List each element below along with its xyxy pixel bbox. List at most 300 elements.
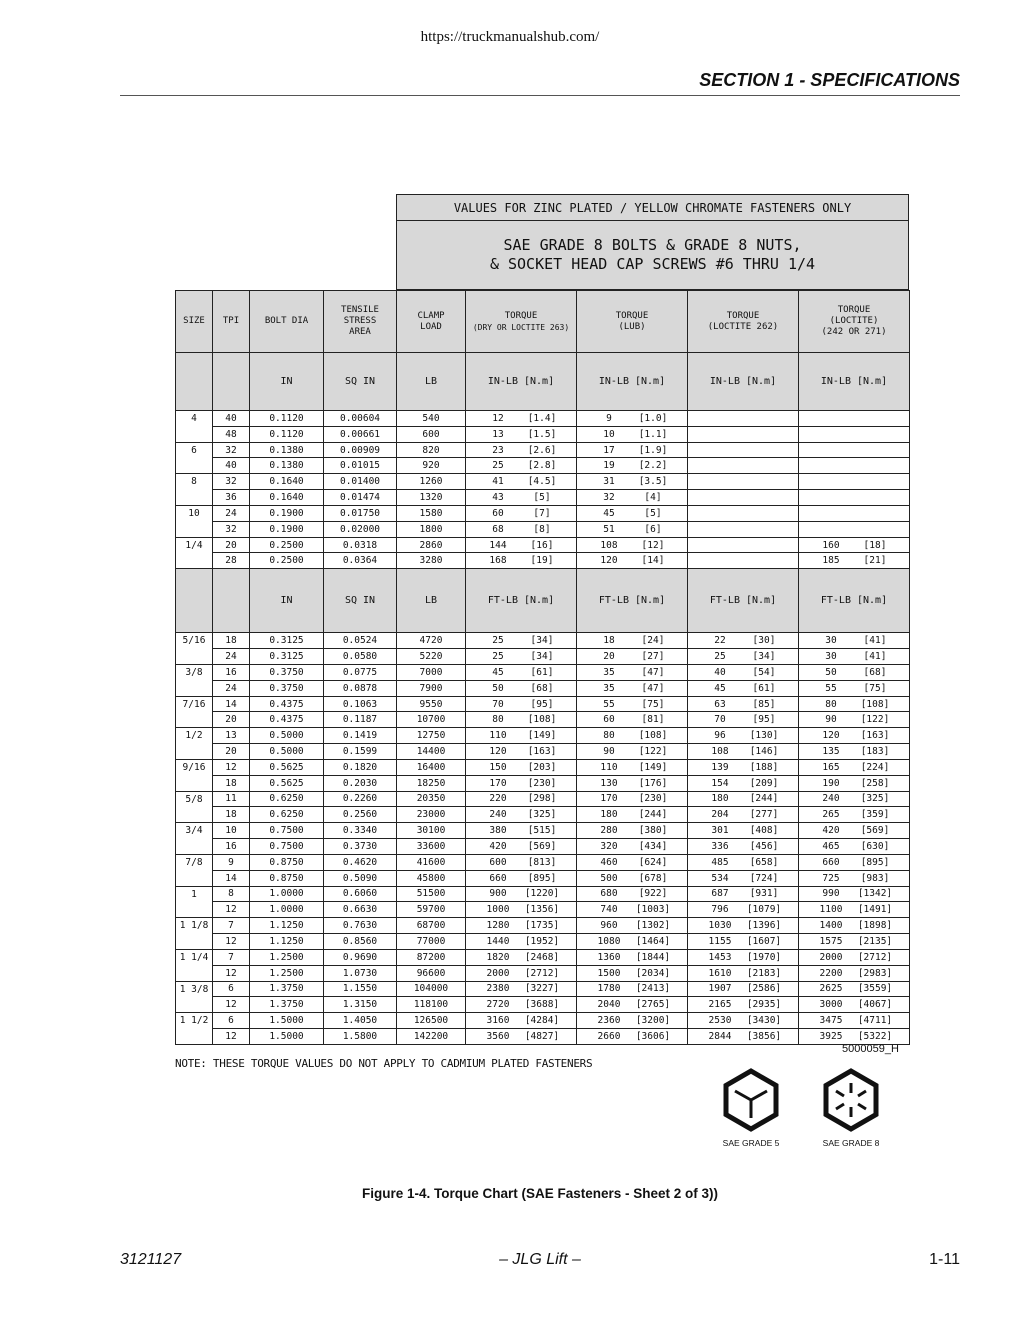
cell-torque-lub xyxy=(577,934,688,950)
footer-page-number: 1-11 xyxy=(929,1251,960,1268)
torque-metric: [146] xyxy=(749,745,779,757)
torque-metric: [1.1] xyxy=(638,428,668,440)
cell-torque-dry xyxy=(466,870,577,886)
torque-value: 9 xyxy=(606,412,612,424)
cell-size xyxy=(176,426,213,442)
torque-value: 1030 xyxy=(708,920,732,932)
cell-size: 4 xyxy=(176,411,213,427)
torque-value: 1453 xyxy=(708,951,732,963)
torque-metric: [108] xyxy=(527,714,557,726)
tensile-line-1: TENSILE xyxy=(341,305,379,315)
cell-torque-262 xyxy=(688,886,799,902)
torque-metric: [569] xyxy=(860,825,890,837)
torque-metric: [1302] xyxy=(635,920,671,932)
cell-torque-dry xyxy=(466,839,577,855)
torque-metric: [61] xyxy=(530,666,554,678)
cell-torque-262 xyxy=(688,839,799,855)
cell-torque-lub xyxy=(577,664,688,680)
cell-tpi: 12 xyxy=(213,997,250,1013)
cell-size xyxy=(176,870,213,886)
cell-size xyxy=(176,712,213,728)
table-row xyxy=(176,934,910,950)
cell-tensile: 1.1550 xyxy=(324,981,397,997)
torque-metric: [224] xyxy=(860,761,890,773)
torque-metric: [258] xyxy=(860,777,890,789)
torque-value: 1155 xyxy=(708,935,732,947)
cell-torque-dry xyxy=(466,981,577,997)
cell-tensile: 0.5090 xyxy=(324,870,397,886)
torque-value: 990 xyxy=(822,888,840,900)
col-tensile-header xyxy=(324,291,397,353)
cell-bolt-dia: 0.6250 xyxy=(250,791,324,807)
torque-value: 336 xyxy=(711,840,729,852)
cell-torque-lub xyxy=(577,839,688,855)
torque-value: 280 xyxy=(600,825,618,837)
cell-torque-262 xyxy=(688,458,799,474)
cell-torque-262 xyxy=(688,521,799,537)
torque-metric: [658] xyxy=(749,856,779,868)
cell-tpi: 28 xyxy=(213,553,250,569)
cell-clamp: 600 xyxy=(397,426,466,442)
cell-torque-dry xyxy=(466,458,577,474)
cell-size: 3/8 xyxy=(176,664,213,680)
cell-torque-lub xyxy=(577,965,688,981)
torque-value: 960 xyxy=(600,920,618,932)
col-clamp-header xyxy=(397,291,466,353)
cell-size xyxy=(176,458,213,474)
cell-torque-dry xyxy=(466,1028,577,1044)
cell-torque-262 xyxy=(688,759,799,775)
unit-torque-dry: IN-LB [N.m] xyxy=(466,353,577,411)
cell-bolt-dia: 0.1120 xyxy=(250,411,324,427)
cell-torque-lub xyxy=(577,633,688,649)
cell-torque-lub xyxy=(577,411,688,427)
cell-torque-262 xyxy=(688,949,799,965)
cadmium-note: NOTE: THESE TORQUE VALUES DO NOT APPLY TO CADMIUM PLATED FASTENERS xyxy=(175,1057,593,1070)
cell-bolt-dia: 0.6250 xyxy=(250,807,324,823)
torque-value: 70 xyxy=(714,714,726,726)
cell-bolt-dia: 0.3125 xyxy=(250,633,324,649)
cell-torque-242 xyxy=(799,791,910,807)
cell-torque-dry xyxy=(466,775,577,791)
cell-torque-lub xyxy=(577,775,688,791)
torque-metric: [85] xyxy=(752,698,776,710)
torque-metric: [1898] xyxy=(857,920,893,932)
cell-tensile: 1.0730 xyxy=(324,965,397,981)
torque-value: 10 xyxy=(603,428,615,440)
cell-torque-242 xyxy=(799,442,910,458)
torque-metric: [3688] xyxy=(524,999,560,1011)
cell-tpi: 16 xyxy=(213,839,250,855)
torque-value: 170 xyxy=(600,793,618,805)
torque-metric: [1970] xyxy=(746,951,782,963)
torque-value: 320 xyxy=(600,840,618,852)
torque-metric: [61] xyxy=(752,682,776,694)
torque-value: 25 xyxy=(714,651,726,663)
torque-metric: [7] xyxy=(533,507,551,519)
torque-metric: [1464] xyxy=(635,935,671,947)
cell-bolt-dia: 1.0000 xyxy=(250,902,324,918)
cell-size: 1/4 xyxy=(176,537,213,553)
torque-value: 120 xyxy=(822,730,840,742)
torque-metric: [18] xyxy=(863,539,887,551)
torque-metric: [1.4] xyxy=(527,412,557,424)
cell-torque-lub xyxy=(577,474,688,490)
cell-torque-dry xyxy=(466,664,577,680)
cell-tensile: 0.01400 xyxy=(324,474,397,490)
cell-tpi: 24 xyxy=(213,680,250,696)
torque-metric: [5] xyxy=(533,492,551,504)
cell-tensile: 0.6060 xyxy=(324,886,397,902)
cell-torque-262 xyxy=(688,965,799,981)
torque-value: 165 xyxy=(822,761,840,773)
cell-bolt-dia: 0.5000 xyxy=(250,728,324,744)
torque-metric: [130] xyxy=(749,730,779,742)
cell-torque-dry xyxy=(466,490,577,506)
grade8-bolt-icon xyxy=(819,1068,883,1132)
torque-metric: [515] xyxy=(527,825,557,837)
cell-size xyxy=(176,839,213,855)
unit-blank xyxy=(176,569,213,633)
cell-torque-lub xyxy=(577,807,688,823)
cell-bolt-dia: 0.5625 xyxy=(250,775,324,791)
unit-blank xyxy=(213,353,250,411)
cell-torque-262 xyxy=(688,490,799,506)
torque-metric: [75] xyxy=(641,698,665,710)
torque-metric: [4] xyxy=(644,492,662,504)
cell-torque-242 xyxy=(799,965,910,981)
cell-tensile: 0.0878 xyxy=(324,680,397,696)
torque-metric: [3200] xyxy=(635,1015,671,1027)
cell-bolt-dia: 0.1900 xyxy=(250,521,324,537)
torque-metric: [724] xyxy=(749,872,779,884)
torque-metric: [380] xyxy=(638,825,668,837)
cell-torque-242 xyxy=(799,870,910,886)
cell-torque-262 xyxy=(688,997,799,1013)
cell-torque-dry xyxy=(466,426,577,442)
cell-tensile: 0.1187 xyxy=(324,712,397,728)
torque-metric: [149] xyxy=(527,730,557,742)
cell-bolt-dia: 1.1250 xyxy=(250,918,324,934)
cell-tensile: 1.4050 xyxy=(324,1013,397,1029)
torque-metric: [895] xyxy=(527,872,557,884)
cell-torque-262 xyxy=(688,553,799,569)
cell-tpi: 16 xyxy=(213,664,250,680)
torque-value: 600 xyxy=(489,856,507,868)
torque-metric: [931] xyxy=(749,888,779,900)
torque-value: 30 xyxy=(825,635,837,647)
cell-tpi: 6 xyxy=(213,1013,250,1029)
torque-value: 32 xyxy=(603,492,615,504)
torque-metric: [1220] xyxy=(524,888,560,900)
cell-bolt-dia: 0.4375 xyxy=(250,712,324,728)
cell-tensile: 0.0775 xyxy=(324,664,397,680)
torque-metric: [1.5] xyxy=(527,428,557,440)
torque-value: 40 xyxy=(714,666,726,678)
cell-clamp: 18250 xyxy=(397,775,466,791)
cell-torque-262 xyxy=(688,696,799,712)
torque-value: 31 xyxy=(603,476,615,488)
cell-tensile: 0.1820 xyxy=(324,759,397,775)
cell-tpi: 40 xyxy=(213,458,250,474)
cell-torque-dry xyxy=(466,918,577,934)
torque-metric: [68] xyxy=(530,682,554,694)
cell-torque-dry xyxy=(466,823,577,839)
cell-clamp: 96600 xyxy=(397,965,466,981)
cell-torque-242 xyxy=(799,759,910,775)
torque-value: 900 xyxy=(489,888,507,900)
cell-torque-lub xyxy=(577,854,688,870)
cell-torque-lub xyxy=(577,649,688,665)
torque-metric: [4711] xyxy=(857,1015,893,1027)
table-row xyxy=(176,791,910,807)
clamp-line-2: LOAD xyxy=(420,321,442,332)
cell-bolt-dia: 0.3750 xyxy=(250,680,324,696)
torque-value: 80 xyxy=(603,730,615,742)
cell-bolt-dia: 1.3750 xyxy=(250,997,324,1013)
cell-clamp: 1260 xyxy=(397,474,466,490)
cell-size xyxy=(176,934,213,950)
torque-value: 185 xyxy=(822,555,840,567)
torque-value: 460 xyxy=(600,856,618,868)
tensile-line-3: AREA xyxy=(349,327,371,337)
cell-bolt-dia: 0.1640 xyxy=(250,474,324,490)
torque-lub-line-2: (LUB) xyxy=(618,321,646,332)
torque-value: 30 xyxy=(825,651,837,663)
cell-torque-dry xyxy=(466,633,577,649)
torque-262-line-1: TORQUE xyxy=(726,310,760,321)
table-row xyxy=(176,839,910,855)
source-url[interactable]: https://truckmanualshub.com/ xyxy=(420,29,600,45)
cell-clamp: 820 xyxy=(397,442,466,458)
torque-metric: [3227] xyxy=(524,983,560,995)
table-row xyxy=(176,458,910,474)
cell-tensile: 0.2560 xyxy=(324,807,397,823)
cell-tensile: 0.01474 xyxy=(324,490,397,506)
cell-torque-lub xyxy=(577,1028,688,1044)
banner-line-2: & SOCKET HEAD CAP SCREWS #6 THRU 1/4 xyxy=(489,255,816,273)
torque-value: 80 xyxy=(492,714,504,726)
cell-bolt-dia: 0.2500 xyxy=(250,553,324,569)
cell-torque-262 xyxy=(688,474,799,490)
cell-clamp: 45800 xyxy=(397,870,466,886)
cell-torque-242 xyxy=(799,823,910,839)
table-row xyxy=(176,870,910,886)
cell-torque-lub xyxy=(577,1013,688,1029)
torque-metric: [54] xyxy=(752,666,776,678)
torque-value: 41 xyxy=(492,476,504,488)
cell-clamp: 1800 xyxy=(397,521,466,537)
cell-size: 1 xyxy=(176,886,213,902)
torque-value: 265 xyxy=(822,809,840,821)
torque-value: 2380 xyxy=(486,983,510,995)
table-row xyxy=(176,680,910,696)
units-row-ftlb xyxy=(176,569,910,633)
cell-tensile: 0.3730 xyxy=(324,839,397,855)
table-row xyxy=(176,490,910,506)
cell-clamp: 16400 xyxy=(397,759,466,775)
cell-torque-dry xyxy=(466,680,577,696)
cell-torque-242 xyxy=(799,664,910,680)
torque-metric: [1735] xyxy=(524,920,560,932)
table-row xyxy=(176,728,910,744)
cell-tensile: 0.02000 xyxy=(324,521,397,537)
cell-clamp: 87200 xyxy=(397,949,466,965)
cell-bolt-dia: 0.7500 xyxy=(250,823,324,839)
cell-bolt-dia: 1.5000 xyxy=(250,1028,324,1044)
cell-tensile: 0.0580 xyxy=(324,649,397,665)
torque-value: 465 xyxy=(822,840,840,852)
cell-torque-262 xyxy=(688,633,799,649)
table-row xyxy=(176,664,910,680)
cell-bolt-dia: 0.5625 xyxy=(250,759,324,775)
cell-torque-lub xyxy=(577,490,688,506)
cell-torque-262 xyxy=(688,791,799,807)
cell-torque-262 xyxy=(688,1028,799,1044)
torque-metric: [325] xyxy=(860,793,890,805)
cell-torque-dry xyxy=(466,1013,577,1029)
torque-value: 2720 xyxy=(486,999,510,1011)
torque-value: 18 xyxy=(603,635,615,647)
cell-tpi: 18 xyxy=(213,807,250,823)
torque-value: 204 xyxy=(711,809,729,821)
table-row xyxy=(176,744,910,760)
table-row xyxy=(176,474,910,490)
torque-value: 1400 xyxy=(819,920,843,932)
cell-tpi: 32 xyxy=(213,521,250,537)
torque-metric: [183] xyxy=(860,745,890,757)
torque-lub-line-1: TORQUE xyxy=(615,310,649,321)
unit-bolt-dia: IN xyxy=(250,353,324,411)
cell-torque-dry xyxy=(466,505,577,521)
torque-value: 420 xyxy=(489,840,507,852)
torque-value: 22 xyxy=(714,635,726,647)
torque-value: 2040 xyxy=(597,999,621,1011)
cell-tensile: 0.8560 xyxy=(324,934,397,950)
cell-bolt-dia: 1.2500 xyxy=(250,949,324,965)
cell-torque-dry xyxy=(466,411,577,427)
cell-tensile: 0.0364 xyxy=(324,553,397,569)
torque-242-line-1: TORQUE xyxy=(837,305,871,315)
drawing-id: 5000059_H xyxy=(842,1043,899,1055)
cell-torque-262 xyxy=(688,854,799,870)
torque-metric: [325] xyxy=(527,809,557,821)
torque-metric: [122] xyxy=(638,745,668,757)
torque-metric: [2413] xyxy=(635,983,671,995)
cell-torque-242 xyxy=(799,649,910,665)
torque-metric: [41] xyxy=(863,635,887,647)
banner-line-1: SAE GRADE 8 BOLTS & GRADE 8 NUTS, xyxy=(503,236,802,254)
cell-clamp: 10700 xyxy=(397,712,466,728)
torque-value: 1575 xyxy=(819,935,843,947)
cell-bolt-dia: 0.5000 xyxy=(250,744,324,760)
cell-torque-262 xyxy=(688,1013,799,1029)
table-row xyxy=(176,633,910,649)
cell-size: 8 xyxy=(176,474,213,490)
cell-size xyxy=(176,997,213,1013)
cell-torque-lub xyxy=(577,823,688,839)
cell-torque-lub xyxy=(577,505,688,521)
cell-torque-dry xyxy=(466,537,577,553)
torque-value: 90 xyxy=(825,714,837,726)
unit-t1: FT-LB [N.m] xyxy=(466,569,577,633)
col-bolt-dia-header: BOLT DIA xyxy=(250,291,324,353)
cell-torque-lub xyxy=(577,870,688,886)
cell-tensile: 0.00661 xyxy=(324,426,397,442)
cell-clamp: 2860 xyxy=(397,537,466,553)
cell-tpi: 10 xyxy=(213,823,250,839)
cell-torque-242 xyxy=(799,490,910,506)
cell-tpi: 40 xyxy=(213,411,250,427)
torque-value: 45 xyxy=(714,682,726,694)
table-row xyxy=(176,442,910,458)
torque-metric: [1607] xyxy=(746,935,782,947)
table-row xyxy=(176,1013,910,1029)
cell-size: 1 1/8 xyxy=(176,918,213,934)
cell-tpi: 14 xyxy=(213,696,250,712)
cell-torque-lub xyxy=(577,981,688,997)
grade5-label: SAE GRADE 5 xyxy=(722,1138,780,1148)
torque-metric: [3856] xyxy=(746,1030,782,1042)
cell-torque-lub xyxy=(577,918,688,934)
cell-clamp: 9550 xyxy=(397,696,466,712)
torque-metric: [2765] xyxy=(635,999,671,1011)
torque-value: 420 xyxy=(822,825,840,837)
torque-value: 687 xyxy=(711,888,729,900)
cell-clamp: 68700 xyxy=(397,918,466,934)
torque-value: 3560 xyxy=(486,1030,510,1042)
cell-torque-262 xyxy=(688,411,799,427)
torque-metric: [16] xyxy=(530,539,554,551)
cell-torque-dry xyxy=(466,886,577,902)
torque-value: 25 xyxy=(492,635,504,647)
cell-torque-dry xyxy=(466,854,577,870)
torque-value: 150 xyxy=(489,761,507,773)
cell-torque-dry xyxy=(466,712,577,728)
cell-bolt-dia: 0.3125 xyxy=(250,649,324,665)
torque-metric: [2183] xyxy=(746,967,782,979)
cell-torque-lub xyxy=(577,902,688,918)
torque-metric: [81] xyxy=(641,714,665,726)
torque-dry-line-1: TORQUE xyxy=(504,310,538,321)
cell-torque-242 xyxy=(799,521,910,537)
torque-metric: [14] xyxy=(641,555,665,567)
torque-value: 96 xyxy=(714,730,726,742)
torque-value: 1780 xyxy=(597,983,621,995)
torque-metric: [68] xyxy=(863,666,887,678)
cell-tpi: 9 xyxy=(213,854,250,870)
cell-torque-dry xyxy=(466,807,577,823)
cell-clamp: 142200 xyxy=(397,1028,466,1044)
torque-metric: [408] xyxy=(749,825,779,837)
torque-metric: [678] xyxy=(638,872,668,884)
cell-torque-242 xyxy=(799,474,910,490)
unit-clamp: LB xyxy=(397,569,466,633)
col-torque-lub-header xyxy=(577,291,688,353)
cell-torque-262 xyxy=(688,823,799,839)
torque-value: 50 xyxy=(825,666,837,678)
cell-clamp: 5220 xyxy=(397,649,466,665)
cell-tensile: 0.0318 xyxy=(324,537,397,553)
cell-size: 1 3/8 xyxy=(176,981,213,997)
cell-torque-242 xyxy=(799,839,910,855)
torque-value: 139 xyxy=(711,761,729,773)
cell-torque-dry xyxy=(466,759,577,775)
torque-242-line-2: (LOCTITE) xyxy=(829,316,879,326)
cell-torque-242 xyxy=(799,949,910,965)
torque-metric: [163] xyxy=(860,730,890,742)
cell-tensile: 0.01015 xyxy=(324,458,397,474)
